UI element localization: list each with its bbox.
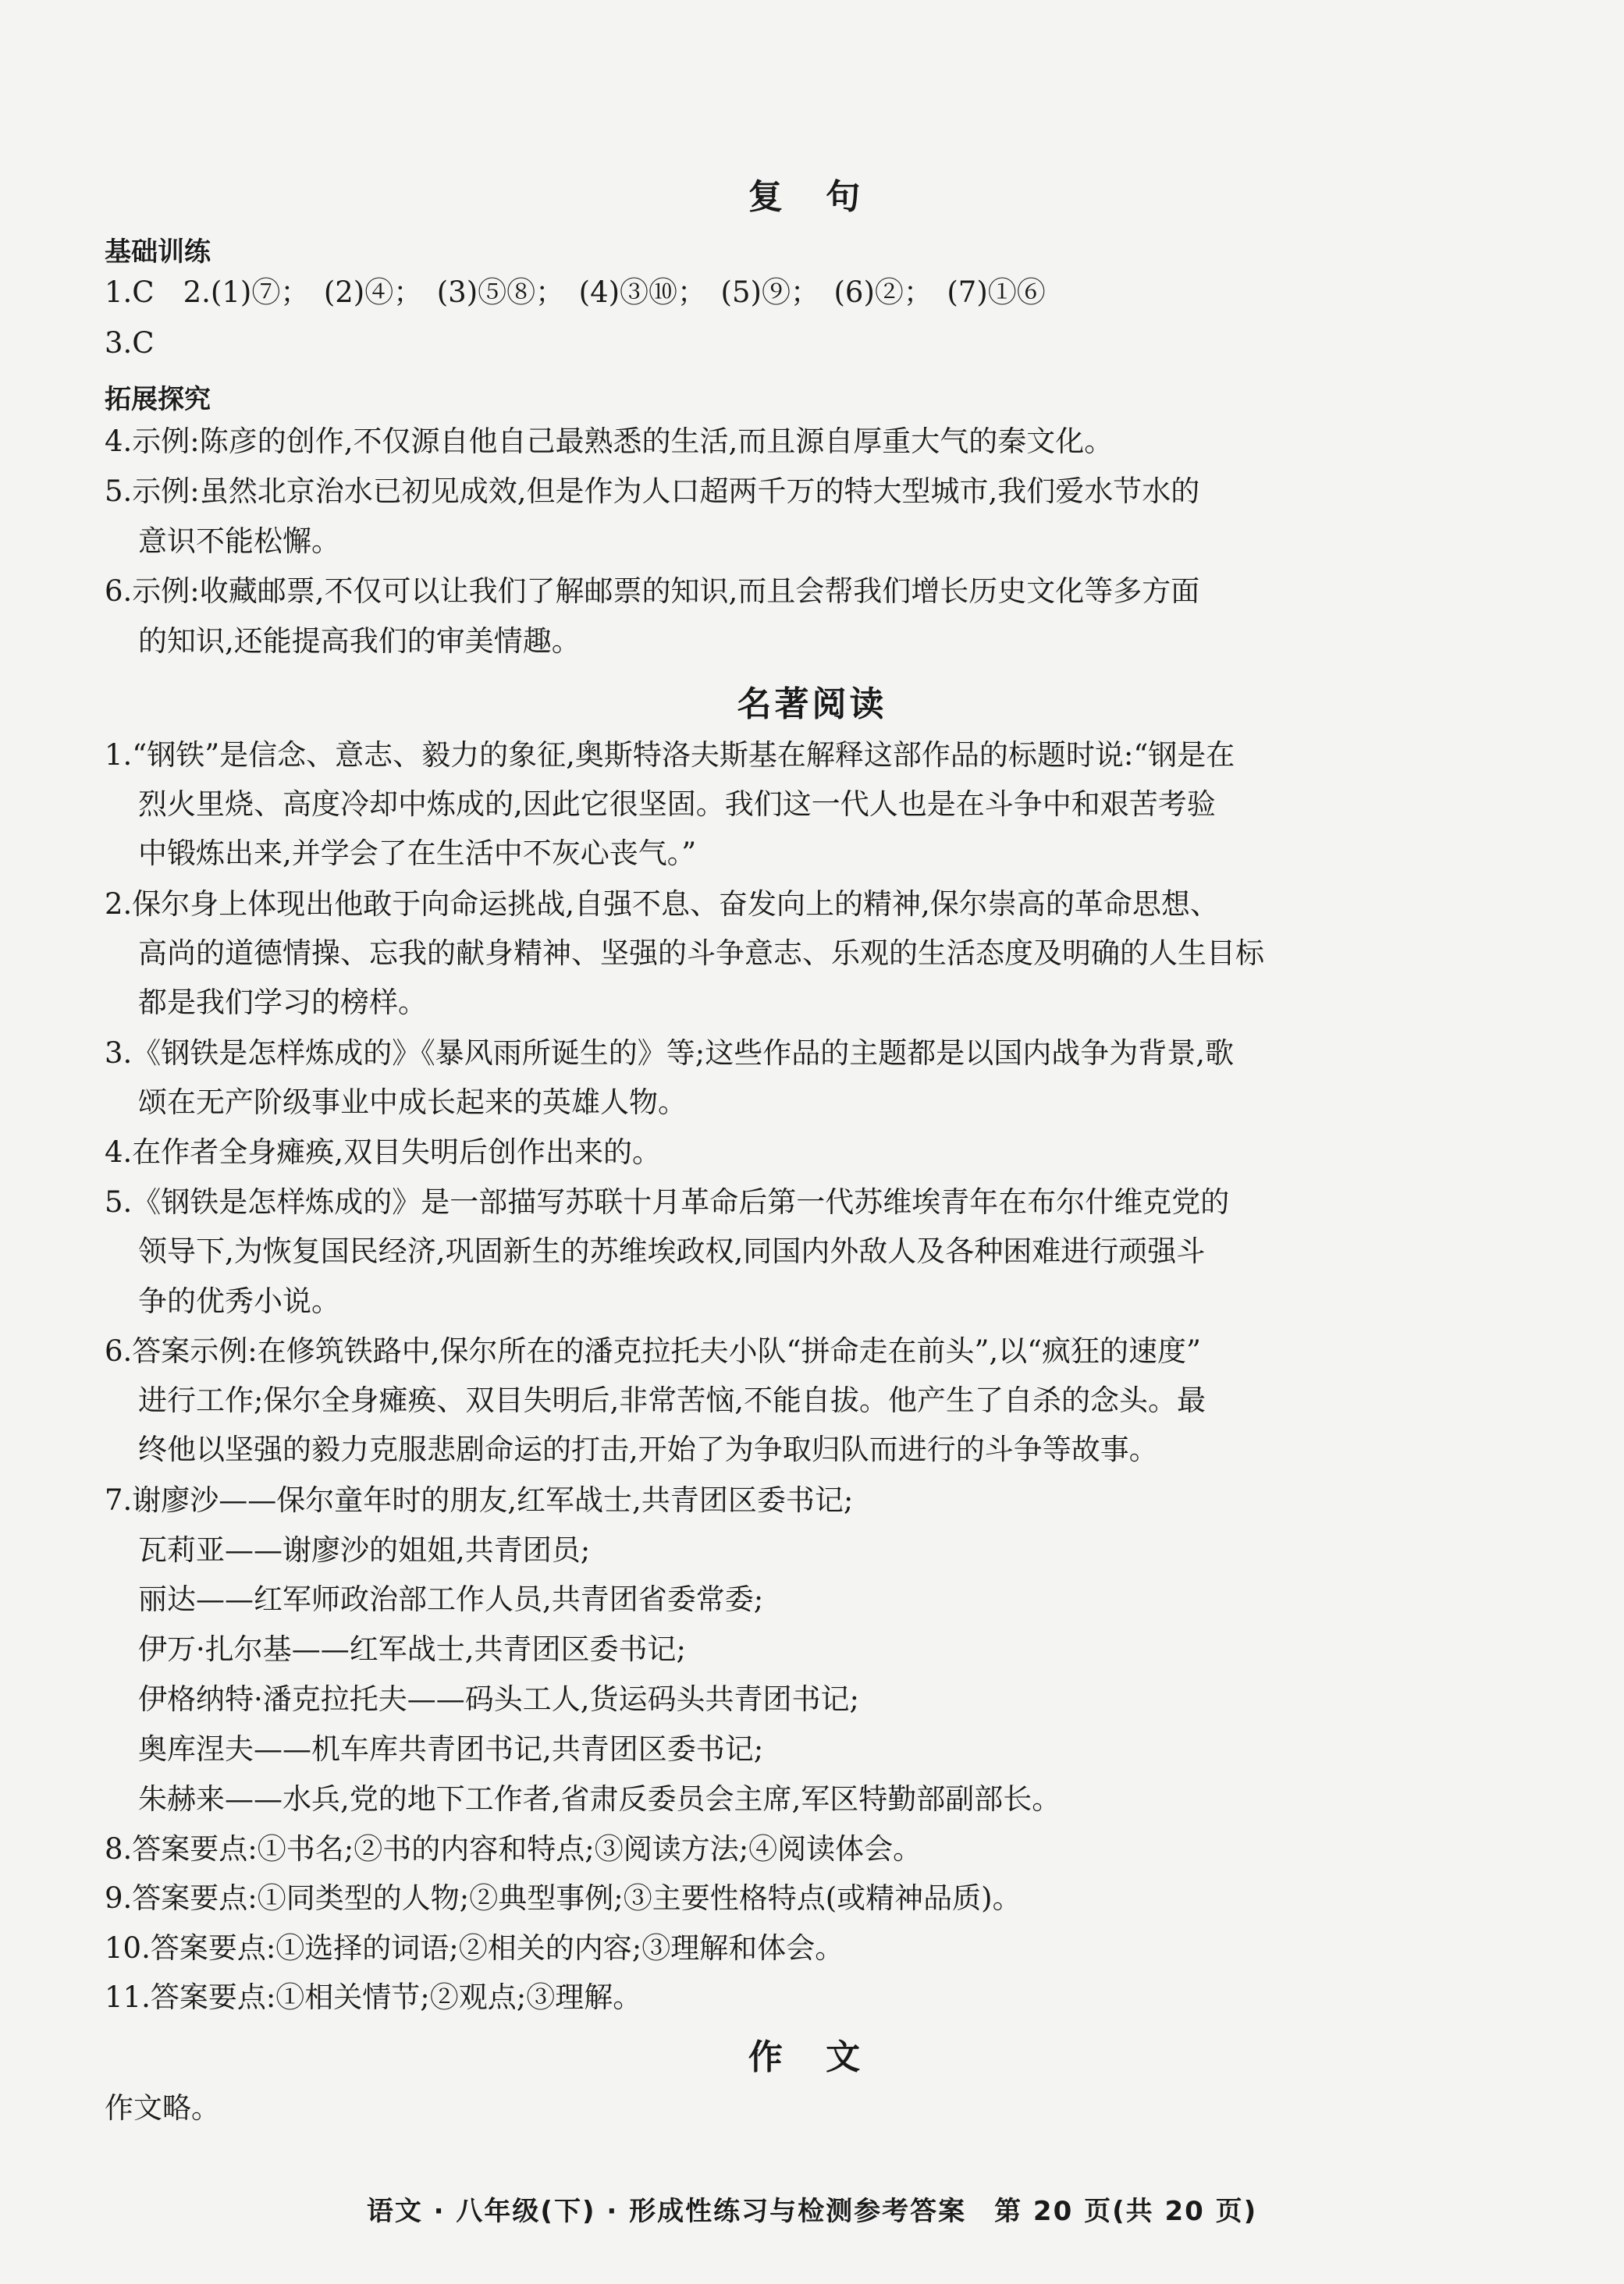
- answer-line: 3.C: [105, 326, 155, 360]
- answer-line: 5.《钢铁是怎样炼成的》是一部描写苏联十月革命后第一代苏维埃青年在布尔什维克党的: [105, 1185, 1230, 1219]
- answer-line: 高尚的道德情操、忘我的献身精神、坚强的斗争意志、乐观的生活态度及明确的人生目标: [138, 936, 1264, 970]
- answer-line: 烈火里烧、高度冷却中炼成的,因此它很坚固。我们这一代人也是在斗争中和艰苦考验: [138, 787, 1216, 821]
- answer-line: 都是我们学习的榜样。: [138, 986, 427, 1019]
- answer-line: 6.示例:收藏邮票,不仅可以让我们了解邮票的知识,而且会帮我们增长历史文化等多方面: [105, 574, 1200, 608]
- answer-line: 10.答案要点:①选择的词语;②相关的内容;③理解和体会。: [105, 1931, 844, 1965]
- basic-training-heading: 基础训练: [105, 236, 211, 268]
- section-title-composition: 作 文: [748, 2037, 876, 2077]
- answer-line: 中锻炼出来,并学会了在生活中不灰心丧气。”: [138, 837, 697, 870]
- answer-line: 瓦莉亚——谢廖沙的姐姐,共青团员;: [138, 1533, 591, 1567]
- answer-line: 11.答案要点:①相关情节;②观点;③理解。: [105, 1980, 642, 2014]
- answer-line: 3.《钢铁是怎样炼成的》《暴风雨所诞生的》等;这些作品的主题都是以国内战争为背景,歌: [105, 1036, 1235, 1070]
- answer-line: 6.答案示例:在修筑铁路中,保尔所在的潘克拉托夫小队“拼命走在前头”,以“疯狂的速度”: [105, 1334, 1201, 1368]
- composition-answer: 作文略。: [105, 2091, 220, 2125]
- section-title-classics-reading: 名著阅读: [737, 684, 887, 724]
- answer-line: 8.答案要点:①书名;②书的内容和特点;③阅读方法;④阅读体会。: [105, 1832, 922, 1866]
- answer-line: 伊格纳特·潘克拉托夫——码头工人,货运码头共青团书记;: [138, 1682, 859, 1716]
- answer-line: 意识不能松懈。: [138, 524, 340, 558]
- answer-line: 的知识,还能提高我们的审美情趣。: [138, 624, 581, 658]
- answer-line: 2.保尔身上体现出他敢于向命运挑战,自强不息、奋发向上的精神,保尔崇高的革命思想、: [105, 887, 1219, 921]
- answer-line: 伊万·扎尔基——红军战士,共青团区委书记;: [138, 1632, 686, 1666]
- answer-line: 奥库涅夫——机车库共青团书记,共青团区委书记;: [138, 1732, 764, 1766]
- extension-heading: 拓展探究: [105, 384, 211, 415]
- answer-line: 领导下,为恢复国民经济,巩固新生的苏维埃政权,同国内外敌人及各种困难进行顽强斗: [138, 1234, 1206, 1268]
- section-title-compound-sentences: 复 句: [748, 177, 876, 217]
- answer-line: 7.谢廖沙——保尔童年时的朋友,红军战士,共青团区委书记;: [105, 1483, 854, 1517]
- answer-line: 9.答案要点:①同类型的人物;②典型事例;③主要性格特点(或精神品质)。: [105, 1881, 1022, 1915]
- answer-line: 丽达——红军师政治部工作人员,共青团省委常委;: [138, 1582, 764, 1616]
- answer-line: 进行工作;保尔全身瘫痪、双目失明后,非常苦恼,不能自拔。他产生了自杀的念头。最: [138, 1384, 1206, 1417]
- answer-line: 颂在无产阶级事业中成长起来的英雄人物。: [138, 1085, 687, 1119]
- answer-line: 4.在作者全身瘫痪,双目失明后创作出来的。: [105, 1135, 662, 1169]
- answer-line: 1.“钢铁”是信念、意志、毅力的象征,奥斯特洛夫斯基在解释这部作品的标题时说:“钢是在: [105, 738, 1235, 772]
- answer-line: 5.示例:虽然北京治水已初见成效,但是作为人口超两千万的特大型城市,我们爱水节水的: [105, 474, 1200, 508]
- answer-line: 朱赫来——水兵,党的地下工作者,省肃反委员会主席,军区特勤部副部长。: [138, 1782, 1061, 1816]
- answer-line: 争的优秀小说。: [138, 1284, 340, 1318]
- answer-line: 终他以坚强的毅力克服悲剧命运的打击,开始了为争取归队而进行的斗争等故事。: [138, 1433, 1158, 1466]
- page-footer: 语文 · 八年级(下) · 形成性练习与检测参考答案 第 20 页(共 20 页): [366, 2196, 1258, 2227]
- answer-line: 1.C 2.(1)⑦； (2)④； (3)⑤⑧； (4)③⑩； (5)⑨； (6)②； (7)①⑥: [105, 275, 1046, 309]
- answer-line: 4.示例:陈彦的创作,不仅源自他自己最熟悉的生活,而且源自厚重大气的秦文化。: [105, 424, 1114, 458]
